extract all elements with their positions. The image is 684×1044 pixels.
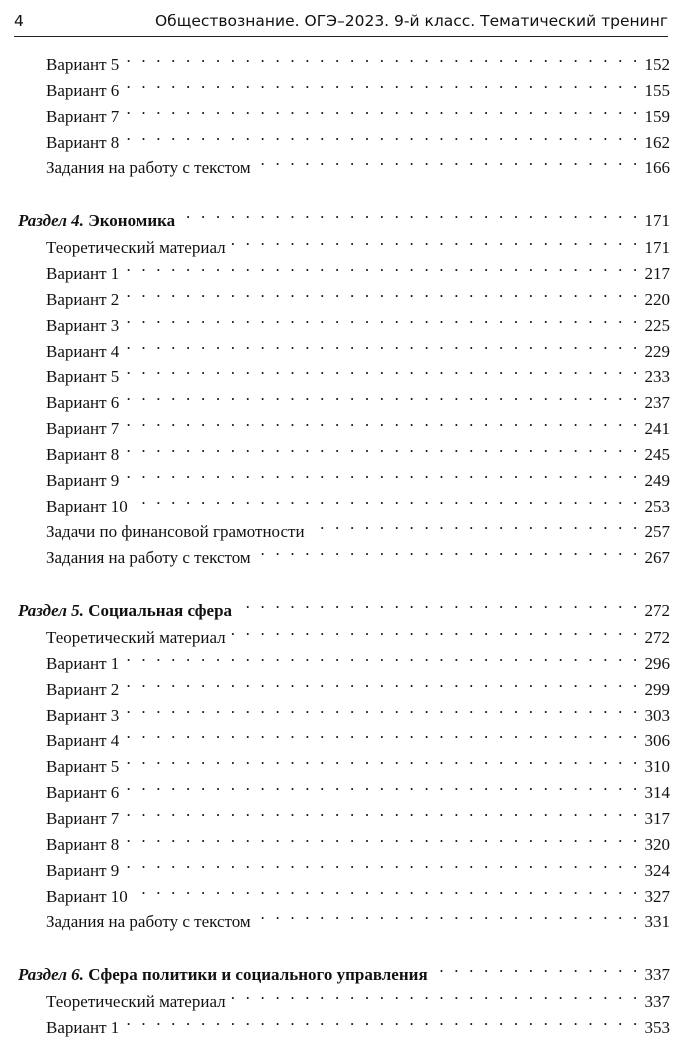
dot-leader <box>123 434 640 460</box>
entry-page-number: 296 <box>644 653 670 673</box>
toc-section-line <box>18 590 670 621</box>
entry-label: Задания на работу с текстом <box>46 158 251 178</box>
toc-entry-line <box>46 850 670 880</box>
entry-label: Вариант 2 <box>46 679 120 699</box>
toc-entry-line <box>46 382 670 413</box>
toc-entry <box>0 382 684 413</box>
entry-page-number: 253 <box>644 496 670 516</box>
toc-entry-line <box>46 746 670 777</box>
entry-page-number: 320 <box>644 834 670 854</box>
entry-label: Вариант 6 <box>46 393 120 413</box>
toc-entry <box>0 147 684 178</box>
dot-leader <box>123 356 640 382</box>
dot-leader <box>255 901 641 927</box>
entry-page-number: 237 <box>644 393 670 413</box>
entry-label: Вариант 1 <box>46 263 120 283</box>
toc-entry-line <box>46 96 670 126</box>
toc-entry <box>0 798 684 828</box>
toc-entry <box>0 981 684 1012</box>
toc-entry-line <box>46 486 670 516</box>
toc-entry <box>0 772 684 803</box>
entry-page-number: 229 <box>644 341 670 361</box>
entry-label: Задачи по финансовой грамотности <box>46 522 305 542</box>
entry-page-number: 241 <box>644 419 670 439</box>
dot-leader <box>123 772 640 798</box>
section-title: Экономика <box>88 211 176 231</box>
dot-leader <box>432 954 641 980</box>
toc-entry-line <box>46 772 670 803</box>
toc-entry <box>0 460 684 490</box>
dot-leader <box>230 227 641 253</box>
entry-label: Вариант 8 <box>46 132 120 152</box>
toc-entry-line <box>46 305 670 335</box>
entry-page-number: 257 <box>644 522 670 542</box>
section-page-number: 337 <box>644 965 670 985</box>
entry-label: Вариант 4 <box>46 341 120 361</box>
toc-entry-line <box>46 981 670 1012</box>
dot-leader <box>123 122 640 148</box>
toc-entry <box>0 331 684 361</box>
dot-leader <box>123 96 640 122</box>
toc-entry-line <box>46 824 670 854</box>
section-title: Сфера политики и социального управления <box>88 965 428 985</box>
toc-entry-line <box>46 537 670 568</box>
toc-entry <box>0 643 684 673</box>
toc-entry-line <box>46 901 670 932</box>
dot-leader <box>123 1007 640 1033</box>
dot-leader <box>230 981 641 1007</box>
toc-entry <box>0 1007 684 1037</box>
toc-entry-line <box>46 511 670 542</box>
entry-page-number: 217 <box>644 263 670 283</box>
entry-label: Вариант 3 <box>46 705 120 725</box>
section-title: Социальная сфера <box>88 601 233 621</box>
entry-page-number: 152 <box>644 55 670 74</box>
toc-entry-line <box>46 356 670 387</box>
entry-label: Вариант 9 <box>46 860 120 880</box>
dot-leader <box>123 253 640 279</box>
entry-label: Вариант 1 <box>46 1017 120 1037</box>
toc-entry <box>0 695 684 725</box>
toc-entry <box>0 850 684 880</box>
toc-entry <box>0 70 684 100</box>
toc-entry-line <box>46 798 670 828</box>
toc-entry <box>0 122 684 152</box>
entry-page-number: 317 <box>644 808 670 828</box>
page-number: 4 <box>14 12 24 30</box>
entry-label: Вариант 10 <box>46 886 128 906</box>
toc-entry-line <box>46 695 670 725</box>
entry-page-number: 331 <box>644 912 670 932</box>
toc-entry <box>0 511 684 542</box>
toc-entry-line <box>46 227 670 258</box>
toc-entry-line <box>46 1007 670 1037</box>
toc-entry-line <box>46 122 670 152</box>
dot-leader <box>123 669 640 695</box>
entry-label: Вариант 5 <box>46 757 120 777</box>
section-page-number: 272 <box>644 601 670 621</box>
toc-entry-line <box>46 147 670 178</box>
toc-entry-line <box>46 669 670 699</box>
entry-page-number: 220 <box>644 289 670 309</box>
section-prefix: Раздел 6. <box>18 965 84 985</box>
toc-entry-line <box>46 434 670 464</box>
toc-entry <box>0 305 684 335</box>
entry-page-number: 324 <box>644 860 670 880</box>
dot-leader <box>123 850 640 876</box>
dot-leader <box>123 720 640 746</box>
toc-entry <box>0 824 684 854</box>
dot-leader <box>123 460 640 486</box>
entry-page-number: 225 <box>644 315 670 335</box>
entry-label: Вариант 8 <box>46 834 120 854</box>
entry-page-number: 159 <box>644 106 670 126</box>
toc-section-entry <box>0 590 684 621</box>
dot-leader <box>123 305 640 331</box>
entry-label: Вариант 7 <box>46 106 120 126</box>
entry-page-number: 233 <box>644 367 670 387</box>
entry-label: Задания на работу с текстом <box>46 548 251 568</box>
toc-entry-line <box>46 460 670 490</box>
toc-entry-line <box>46 617 670 647</box>
entry-page-number: 353 <box>644 1017 670 1037</box>
toc-entry <box>0 356 684 387</box>
dot-leader <box>123 408 640 434</box>
dot-leader <box>230 617 641 643</box>
dot-leader <box>132 876 641 902</box>
toc-entry <box>0 408 684 439</box>
entry-page-number: 272 <box>644 628 670 647</box>
entry-label: Вариант 9 <box>46 470 120 490</box>
entry-page-number: 249 <box>644 470 670 490</box>
entry-label: Вариант 4 <box>46 731 120 751</box>
dot-leader <box>123 331 640 357</box>
entry-label: Вариант 5 <box>46 367 120 387</box>
toc-section-entry <box>0 954 684 985</box>
toc-entry-line <box>46 408 670 439</box>
entry-page-number: 303 <box>644 705 670 725</box>
toc-entry-line <box>46 876 670 906</box>
toc-entry <box>0 486 684 516</box>
dot-leader <box>255 537 641 563</box>
dot-leader <box>123 695 640 721</box>
toc-entry <box>0 253 684 283</box>
toc-entry <box>0 617 684 647</box>
dot-leader <box>236 590 640 616</box>
entry-page-number: 267 <box>644 548 670 568</box>
entry-label: Вариант 3 <box>46 315 120 335</box>
entry-label: Вариант 6 <box>46 80 120 100</box>
toc-entry <box>0 434 684 464</box>
toc-entry <box>0 537 684 568</box>
toc-section-line <box>18 200 670 231</box>
dot-leader <box>123 382 640 408</box>
dot-leader <box>123 824 640 850</box>
entry-label: Вариант 6 <box>46 783 120 803</box>
toc-entry <box>0 669 684 699</box>
entry-page-number: 299 <box>644 679 670 699</box>
entry-page-number: 337 <box>644 992 670 1012</box>
toc-entry-line <box>46 720 670 751</box>
toc-entry <box>0 96 684 126</box>
entry-label: Теоретический материал <box>46 992 226 1012</box>
dot-leader <box>309 511 641 537</box>
toc-entry-line <box>46 643 670 673</box>
entry-label: Теоретический материал <box>46 628 226 647</box>
toc-entry <box>0 746 684 777</box>
toc-entry-line <box>46 253 670 283</box>
entry-page-number: 166 <box>644 158 670 178</box>
entry-page-number: 171 <box>644 238 670 258</box>
running-header <box>14 6 668 37</box>
dot-leader <box>132 486 641 512</box>
toc-entry <box>0 44 684 74</box>
dot-leader <box>179 200 640 226</box>
toc-entry-line <box>46 70 670 100</box>
dot-leader <box>255 147 641 173</box>
entry-label: Вариант 7 <box>46 419 120 439</box>
dot-leader <box>123 279 640 305</box>
toc-section-line <box>18 954 670 985</box>
entry-page-number: 162 <box>644 132 670 152</box>
toc-entry <box>0 227 684 258</box>
entry-page-number: 306 <box>644 731 670 751</box>
entry-page-number: 327 <box>644 886 670 906</box>
entry-label: Вариант 5 <box>46 55 120 74</box>
dot-leader <box>123 746 640 772</box>
entry-page-number: 155 <box>644 80 670 100</box>
entry-label: Вариант 1 <box>46 653 120 673</box>
entry-page-number: 314 <box>644 783 670 803</box>
dot-leader <box>123 70 640 96</box>
toc-entry-line <box>46 331 670 361</box>
section-prefix: Раздел 5. <box>18 601 84 621</box>
dot-leader <box>123 44 640 70</box>
toc-entry-line <box>46 44 670 74</box>
entry-label: Теоретический материал <box>46 238 226 258</box>
toc-entry <box>0 901 684 932</box>
entry-page-number: 310 <box>644 757 670 777</box>
section-page-number: 171 <box>644 211 670 231</box>
toc-entry <box>0 720 684 751</box>
toc-section-entry <box>0 200 684 231</box>
dot-leader <box>123 643 640 669</box>
entry-label: Вариант 2 <box>46 289 120 309</box>
entry-label: Вариант 8 <box>46 444 120 464</box>
toc-entry <box>0 876 684 906</box>
dot-leader <box>123 798 640 824</box>
section-prefix: Раздел 4. <box>18 211 84 231</box>
entry-label: Вариант 7 <box>46 808 120 828</box>
toc-entry <box>0 279 684 309</box>
running-title: Обществознание. ОГЭ–2023. 9-й класс. Тематический тренинг <box>154 12 668 30</box>
entry-label: Задания на работу с текстом <box>46 912 251 932</box>
entry-label: Вариант 10 <box>46 496 128 516</box>
toc-entry-line <box>46 279 670 309</box>
entry-page-number: 245 <box>644 444 670 464</box>
